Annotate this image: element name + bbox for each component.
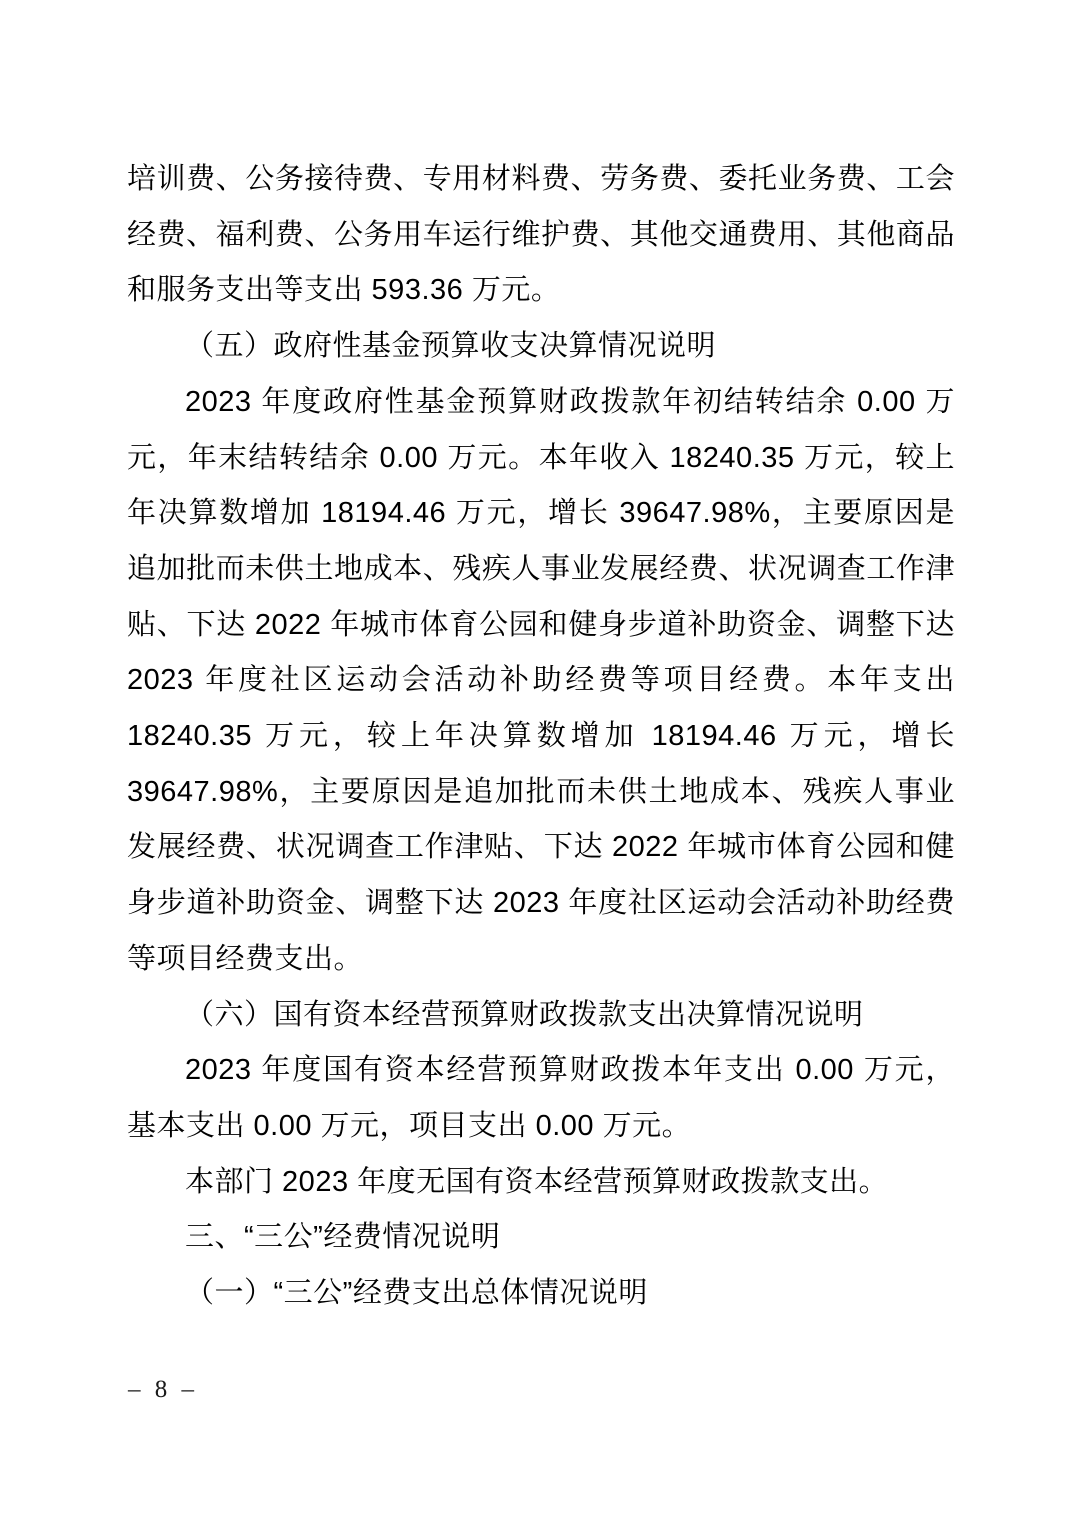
paragraph-expense-items-continued: 培训费、公务接待费、专用材料费、劳务费、委托业务费、工会经费、福利费、公务用车运行维护费、其他交通费用、其他商品和服务支出等支出 593.36 万元。 [127,163,955,307]
heading-state-capital-budget: （六）国有资本经营预算财政拨款支出决算情况说明 [185,998,864,1031]
paragraph-state-capital-details: 2023 年度国有资本经营预算财政拨本年支出 0.00 万元，基本支出 0.00 万元，项目支出 0.00 万元。 [127,1054,955,1142]
paragraph-no-state-capital-expenditure: 本部门 2023 年度无国有资本经营预算财政拨款支出。 [185,1165,889,1198]
heading-three-public-overall: （一）“三公”经费支出总体情况说明 [185,1277,648,1310]
document-body [127,152,955,1322]
page-number: – 8 – [128,1376,194,1403]
paragraph-govt-fund-details: 2023 年度政府性基金预算财政拨款年初结转结余 0.00 万元，年末结转结余 0.00 万元。本年收入 18240.35 万元，较上年决算数增加 18194.46 万元，增长 39647.98%，主要原因是追加批而未供土地成本、残疾人事业发展经费、状况调查工作津贴、下达 2022 年城市体育公园和健身步道补助资金、调整下达 2023 年度社区运动会活动补助经费等项目经费。本年支出 18240.35 万元，较上年决算数增加 18194.46 万元，增长 39647.98%，主要原因是追加批而未供土地成本、残疾人事业发展经费、状况调查工作津贴、下达 2022 年城市体育公园和健身步道补助资金、调整下达 2023 年度社区运动会活动补助经费等项目经费支出。 [127,385,955,975]
heading-govt-fund-budget: （五）政府性基金预算收支决算情况说明 [185,330,717,363]
heading-three-public-funds: 三、“三公”经费情况说明 [185,1221,501,1254]
